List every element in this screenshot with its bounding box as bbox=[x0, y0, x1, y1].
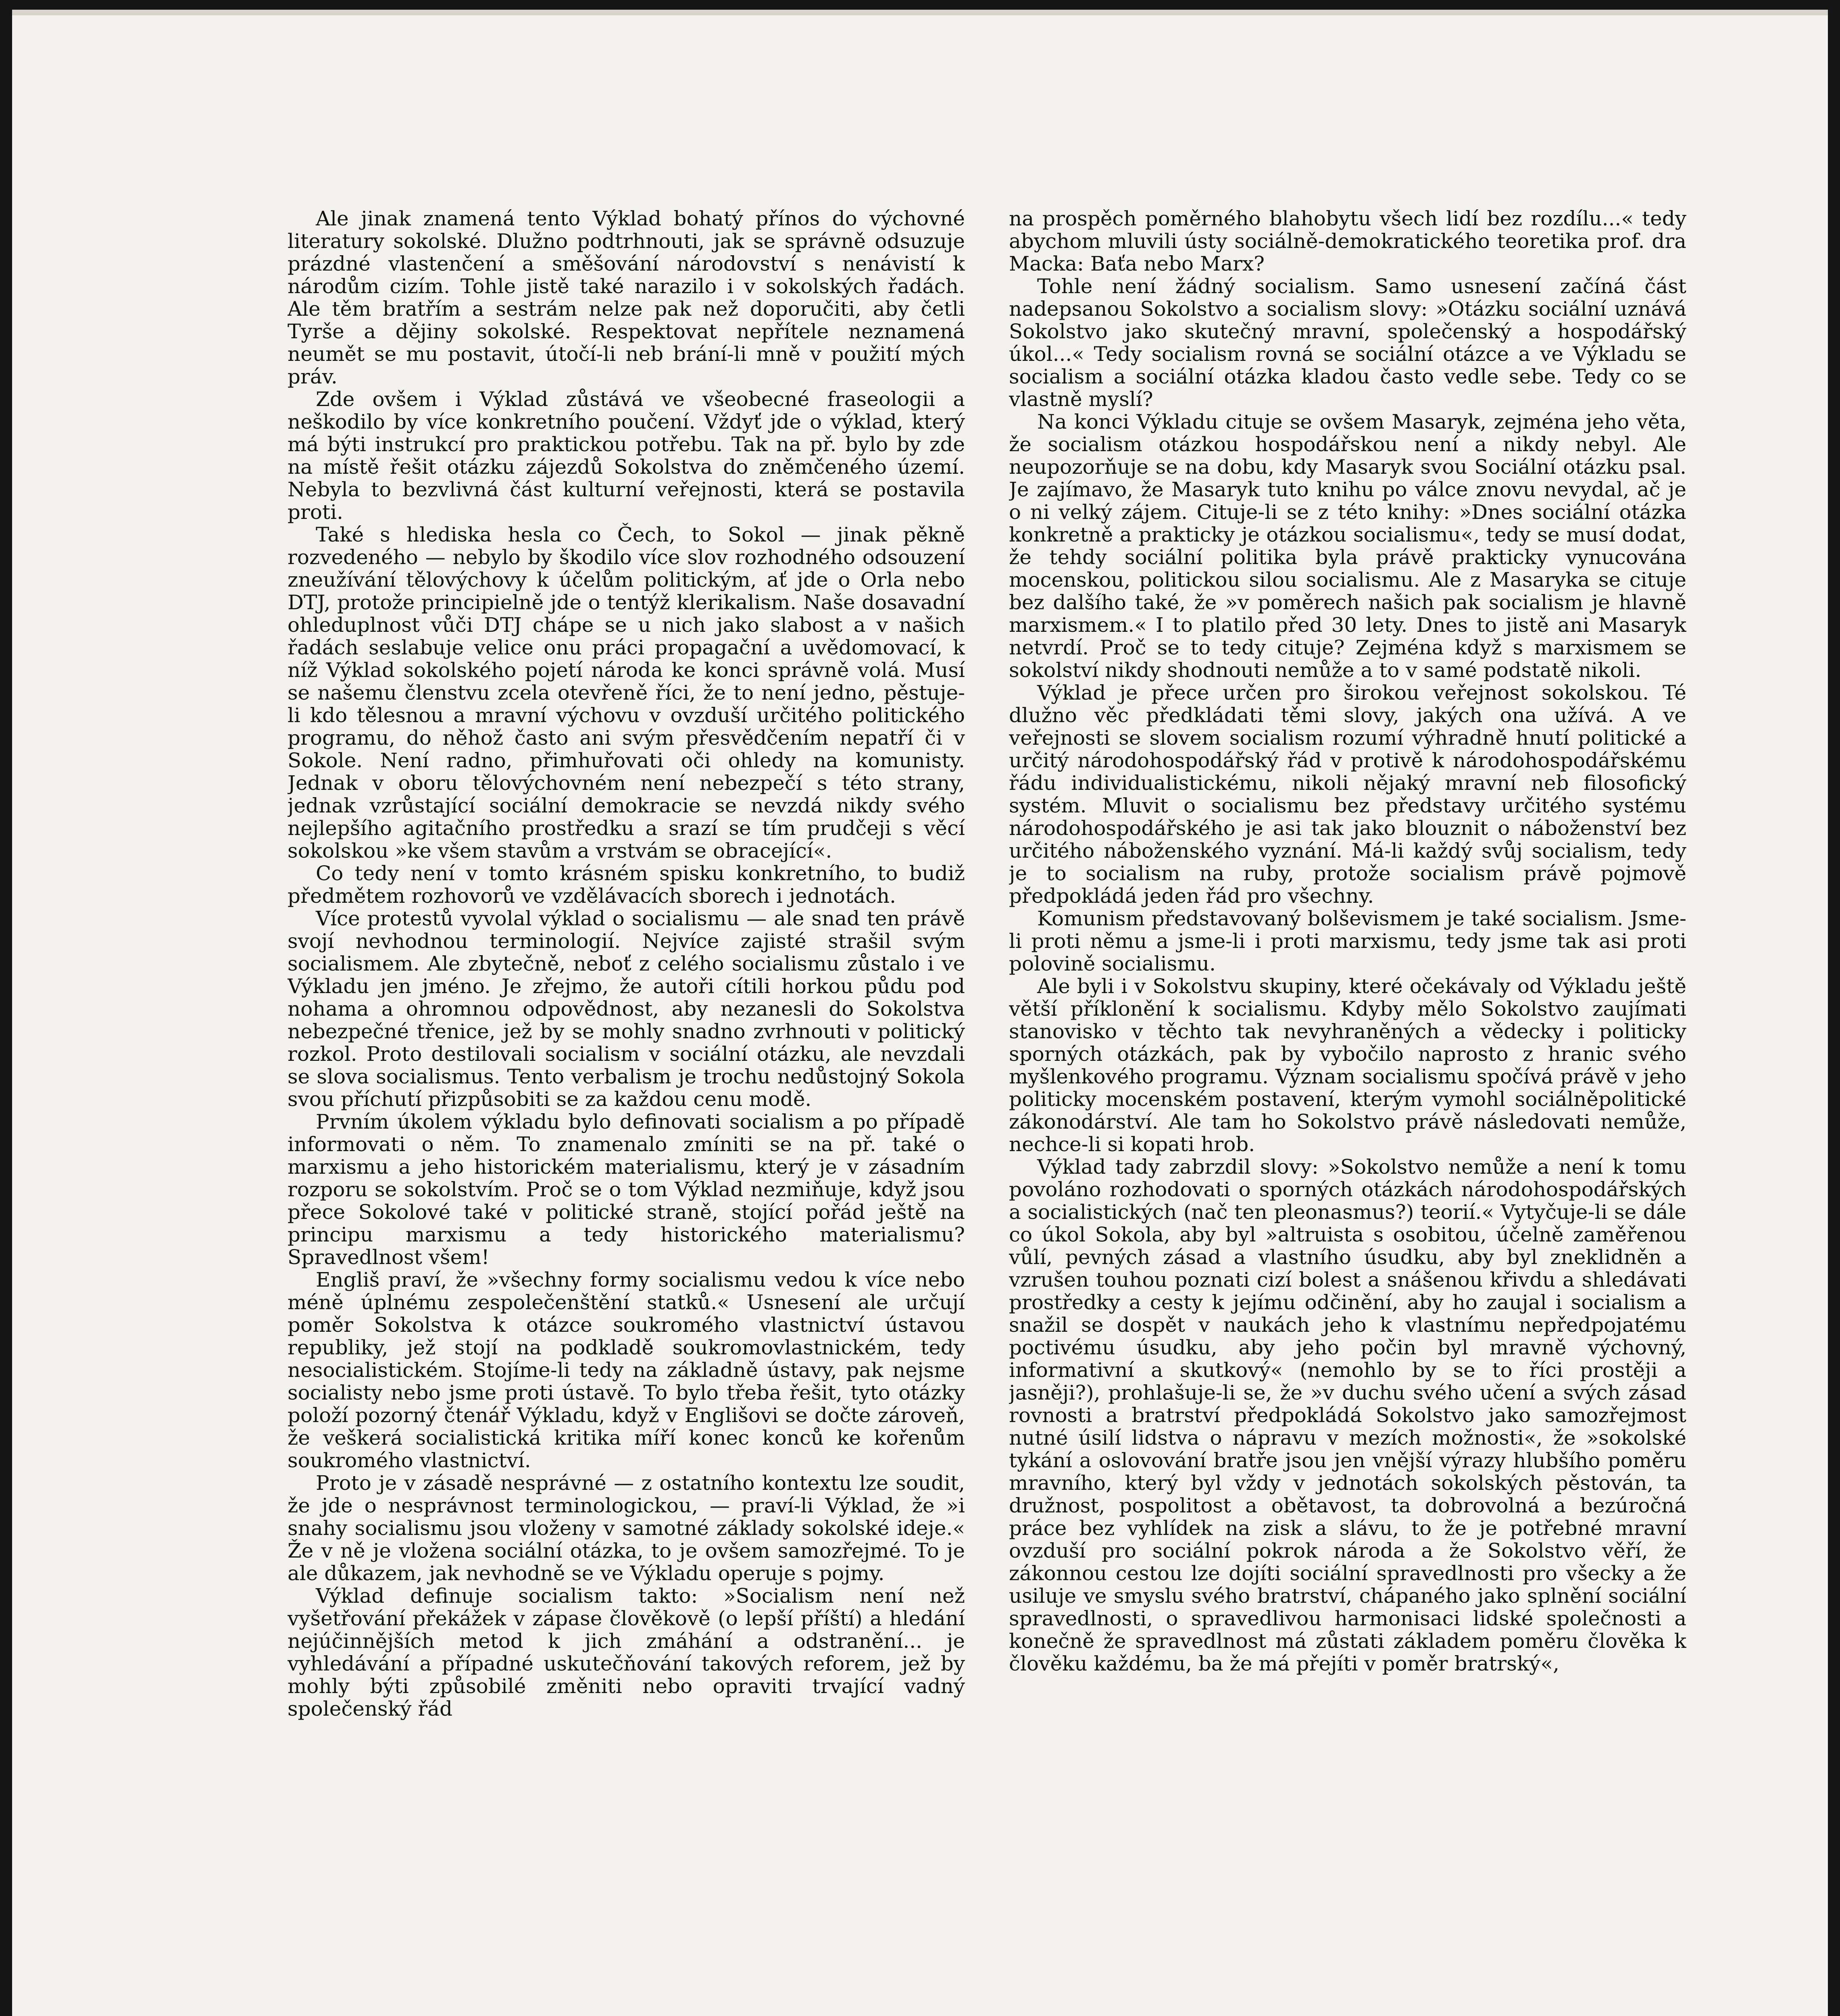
left-text-column bbox=[288, 207, 965, 2016]
paragraph: Výklad tady zabrzdil slovy: »Sokolstvo nemůže a není k tomu povoláno rozhodovati o sporných otázkách národohospodářských a socialistických (nač ten pleonasmus?) teorií.« Vytyčuje-li se dále co úkol Sokola, aby byl »altruista s osobitou, účelně zaměřenou vůlí, pevných zásad a vlastního úsudku, aby byl zneklidněn a vzrušen touhou poznati cizí bolest a snášenou křivdu a shledávati prostředky a cesty k jejímu odčinění, aby ho zaujal i socialism a snažil se dospět v naukách jeho k vlastnímu nepředpojatému poctivému úsudku, aby jeho počin byl mravně výchovný, informativní a skutkový« (nemohlo by se to říci prostěji a jasněji?), prohlašuje-li se, že »v duchu svého učení a svých zásad rovnosti a bratrství předpokládá Sokolstvo jako samozřejmost nutné úsilí lidstva o nápravu v mezích možnosti«, že »sokolské tykání a oslovování bratře jsou jen vnější výrazy hlubšího poměru mravního, který byl vždy v jednotách sokolských pěstován, ta družnost, pospolitost a obětavost, ta dobrovolná a bezúročná práce bez vyhlídek na zisk a slávu, to že je potřebné mravní ovzduší pro sociální pokrok národa a že Sokolstvo věří, že zákonnou cestou lze dojíti sociální spravedlnosti pro všecky a že usiluje ve smyslu svého bratrství, chápaného jako splnění sociální spravedlnosti, o spravedlivou harmonisaci lidské společnosti a konečně že spravedlnost má zůstati základem poměru člověka k člověku každému, ba že má přejíti v poměr bratrský«, bbox=[1009, 1155, 1686, 1675]
paragraph: Zde ovšem i Výklad zůstává ve všeobecné fraseologii a neškodilo by více konkretního poučení. Vždyť jde o výklad, který má býti instrukcí pro praktickou potřebu. Tak na př. bylo by zde na místě řešit otázku zájezdů Sokolstva do zněmčeného území. Nebyla to bezvlivná část kulturní veřejnosti, která se postavila proti. bbox=[288, 387, 965, 524]
paragraph: Proto je v zásadě nesprávné — z ostatního kontextu lze soudit, že jde o nesprávnost terminologickou, — praví-li Výklad, že »i snahy socialismu jsou vloženy v samotné základy sokolské ideje.« Že v ně je vložena sociální otázka, to je ovšem samozřejmé. To je ale důkazem, jak nevhodně se ve Výkladu operuje s pojmy. bbox=[288, 1471, 965, 1585]
paragraph: Výklad je přece určen pro širokou veřejnost sokolskou. Té dlužno věc předkládati těmi slovy, jakých ona užívá. A ve veřejnosti se slovem socialism rozumí výhradně hnutí politické a určitý národohospodářský řád v protivě k národohospodářskému řádu individualistickému, nikoli nějaký mravní neb filosofický systém. Mluvit o socialismu bez představy určitého systému národohospodářského je asi tak jako blouznit o náboženství bez určitého náboženského vyznání. Má-li každý svůj socialism, tedy je to socialism na ruby, protože socialism právě pojmově předpokládá jeden řád pro všechny. bbox=[1009, 681, 1686, 908]
paragraph: Také s hlediska hesla co Čech, to Sokol — jinak pěkně rozvedeného — nebylo by škodilo více slov rozhodného odsouzení zneužívání tělovýchovy k účelům politickým, ať jde o Orla nebo DTJ, protože principielně jde o tentýž klerikalism. Naše dosavadní ohleduplnost vůči DTJ chápe se u nich jako slabost a v našich řadách seslabuje velice onu práci propagační a uvědomovací, k níž Výklad sokolského pojetí národa ke konci správně volá. Musí se našemu členstvu zcela otevřeně říci, že to není jedno, pěstuje-li kdo tělesnou a mravní výchovu v ovzduší určitého politického programu, do něhož často ani svým přesvědčením nepatří či v Sokole. Není radno, přimhuřovati oči ohledy na komunisty. Jednak v oboru tělovýchovném není nebezpečí s této strany, jednak vzrůstající sociální demokracie se nevzdá nikdy svého nejlepšího agitačního prostředku a srazí se tím prudčeji s věcí sokolskou »ke všem stavům a vrstvám se obracející«. bbox=[288, 523, 965, 862]
paragraph: Co tedy není v tomto krásném spisku konkretního, to budiž předmětem rozhovorů ve vzdělávacích sborech i jednotách. bbox=[288, 862, 965, 908]
paragraph: Engliš praví, že »všechny formy socialismu vedou k více nebo méně úplnému zespolečenštění statků.« Usnesení ale určují poměr Sokolstva k otázce soukromého vlastnictví ústavou republiky, jež stojí na podkladě soukromovlastnickém, tedy nesocialistickém. Stojíme-li tedy na základně ústavy, pak nejsme socialisty nebo jsme proti ústavě. To bylo třeba řešit, tyto otázky položí pozorný čtenář Výkladu, když v Englišovi se dočte zároveň, že veškerá socialistická kritika míří konec konců ke kořenům soukromého vlastnictví. bbox=[288, 1268, 965, 1472]
paragraph: Výklad definuje socialism takto: »Socialism není než vyšetřování překážek v zápase člověkově (o lepší příští) a hledání nejúčinnějších metod k jich zmáhání a odstranění... je vyhledávání a případné uskutečňování takových reforem, jež by mohly býti způsobilé změniti nebo opraviti trvající vadný společenský řád bbox=[288, 1584, 965, 1720]
paragraph: Ale byli i v Sokolstvu skupiny, které očekávaly od Výkladu ještě větší příklonění k socialismu. Kdyby mělo Sokolstvo zaujímati stanovisko v těchto tak nevyhraněných a vědecky i politicky sporných otázkách, pak by vybočilo naprosto z hranic svého myšlenkového programu. Význam socialismu spočívá právě v jeho politicky mocenském postavení, kterým vymohl sociálněpolitické zákonodárství. Ale tam ho Sokolstvo právě následovati nemůže, nechce-li si kopati hrob. bbox=[1009, 975, 1686, 1156]
document-page bbox=[12, 10, 1828, 2016]
paragraph: Prvním úkolem výkladu bylo definovati socialism a po případě informovati o něm. To znamenalo zmíniti se na př. také o marxismu a jeho historickém materialismu, který je v zásadním rozporu se sokolstvím. Proč se o tom Výklad nezmiňuje, když jsou přece Sokolové také v politické straně, stojící pořád ještě na principu marxismu a tedy historického materialismu? Spravedlnost všem! bbox=[288, 1110, 965, 1269]
paragraph: Komunism představovaný bolševismem je také socialism. Jsme-li proti němu a jsme-li i proti marxismu, tedy jsme tak asi proti polovině socialismu. bbox=[1009, 907, 1686, 975]
paragraph: Ale jinak znamená tento Výklad bohatý přínos do výchovné literatury sokolské. Dlužno podtrhnouti, jak se správně odsuzuje prázdné vlastenčení a směšování národovství s nenávistí k národům cizím. Tohle jistě také narazilo i v sokolských řadách. Ale těm bratřím a sestrám nelze pak než doporučiti, aby četli Tyrše a dějiny sokolské. Respektovat nepřítele neznamená neumět se mu postavit, útočí-li neb brání-li mně v použití mých práv. bbox=[288, 207, 965, 388]
paragraph: Tohle není žádný socialism. Samo usnesení začíná část nadepsanou Sokolstvo a socialism slovy: »Otázku sociální uznává Sokolstvo jako skutečný mravní, společenský a hospodářský úkol...« Tedy socialism rovná se sociální otázce a ve Výkladu se socialism a sociální otázka kladou často vedle sebe. Tedy co se vlastně myslí? bbox=[1009, 275, 1686, 411]
paragraph: Více protestů vyvolal výklad o socialismu — ale snad ten právě svojí nevhodnou terminologií. Nejvíce zajisté strašil svým socialismem. Ale zbytečně, neboť z celého socialismu zůstalo i ve Výkladu jen jméno. Je zřejmo, že autoři cítili horkou půdu pod nohama a ohromnou odpovědnost, aby nezanesli do Sokolstva nebezpečné třenice, jež by se mohly snadno zvrhnouti v politický rozkol. Proto destilovali socialism v sociální otázku, ale nevzdali se slova socialismus. Tento verbalism je trochu nedůstojný Sokola svou příchutí přizpůsobiti se za každou cenu modě. bbox=[288, 907, 965, 1111]
paragraph-continued: na prospěch poměrného blahobytu všech lidí bez rozdílu...« tedy abychom mluvili ústy sociálně-demokratického teoretika prof. dra Macka: Baťa nebo Marx? bbox=[1009, 207, 1686, 275]
page-edge-shadow bbox=[12, 10, 1828, 15]
paragraph: Na konci Výkladu cituje se ovšem Masaryk, zejména jeho věta, že socialism otázkou hospodářskou není a nikdy nebyl. Ale neupozorňuje se na dobu, kdy Masaryk svou Sociální otázku psal. Je zajímavo, že Masaryk tuto knihu po válce znovu nevydal, ač je o ni velký zájem. Cituje-li se z této knihy: »Dnes sociální otázka konkretně a prakticky je otázkou socialismu«, tedy se musí dodat, že tehdy sociální politika byla právě prakticky vynucována mocenskou, politickou silou socialismu. Ale z Masaryka se cituje bez dalšího také, že »v poměrech našich pak socialism je hlavně marxismem.« I to platilo před 30 lety. Dnes to jistě ani Masaryk netvrdí. Proč se to tedy cituje? Zejména když s marxismem se sokolství nikdy shodnouti nemůže a to v samé podstatě nikoli. bbox=[1009, 410, 1686, 682]
right-text-column bbox=[1009, 207, 1686, 2016]
